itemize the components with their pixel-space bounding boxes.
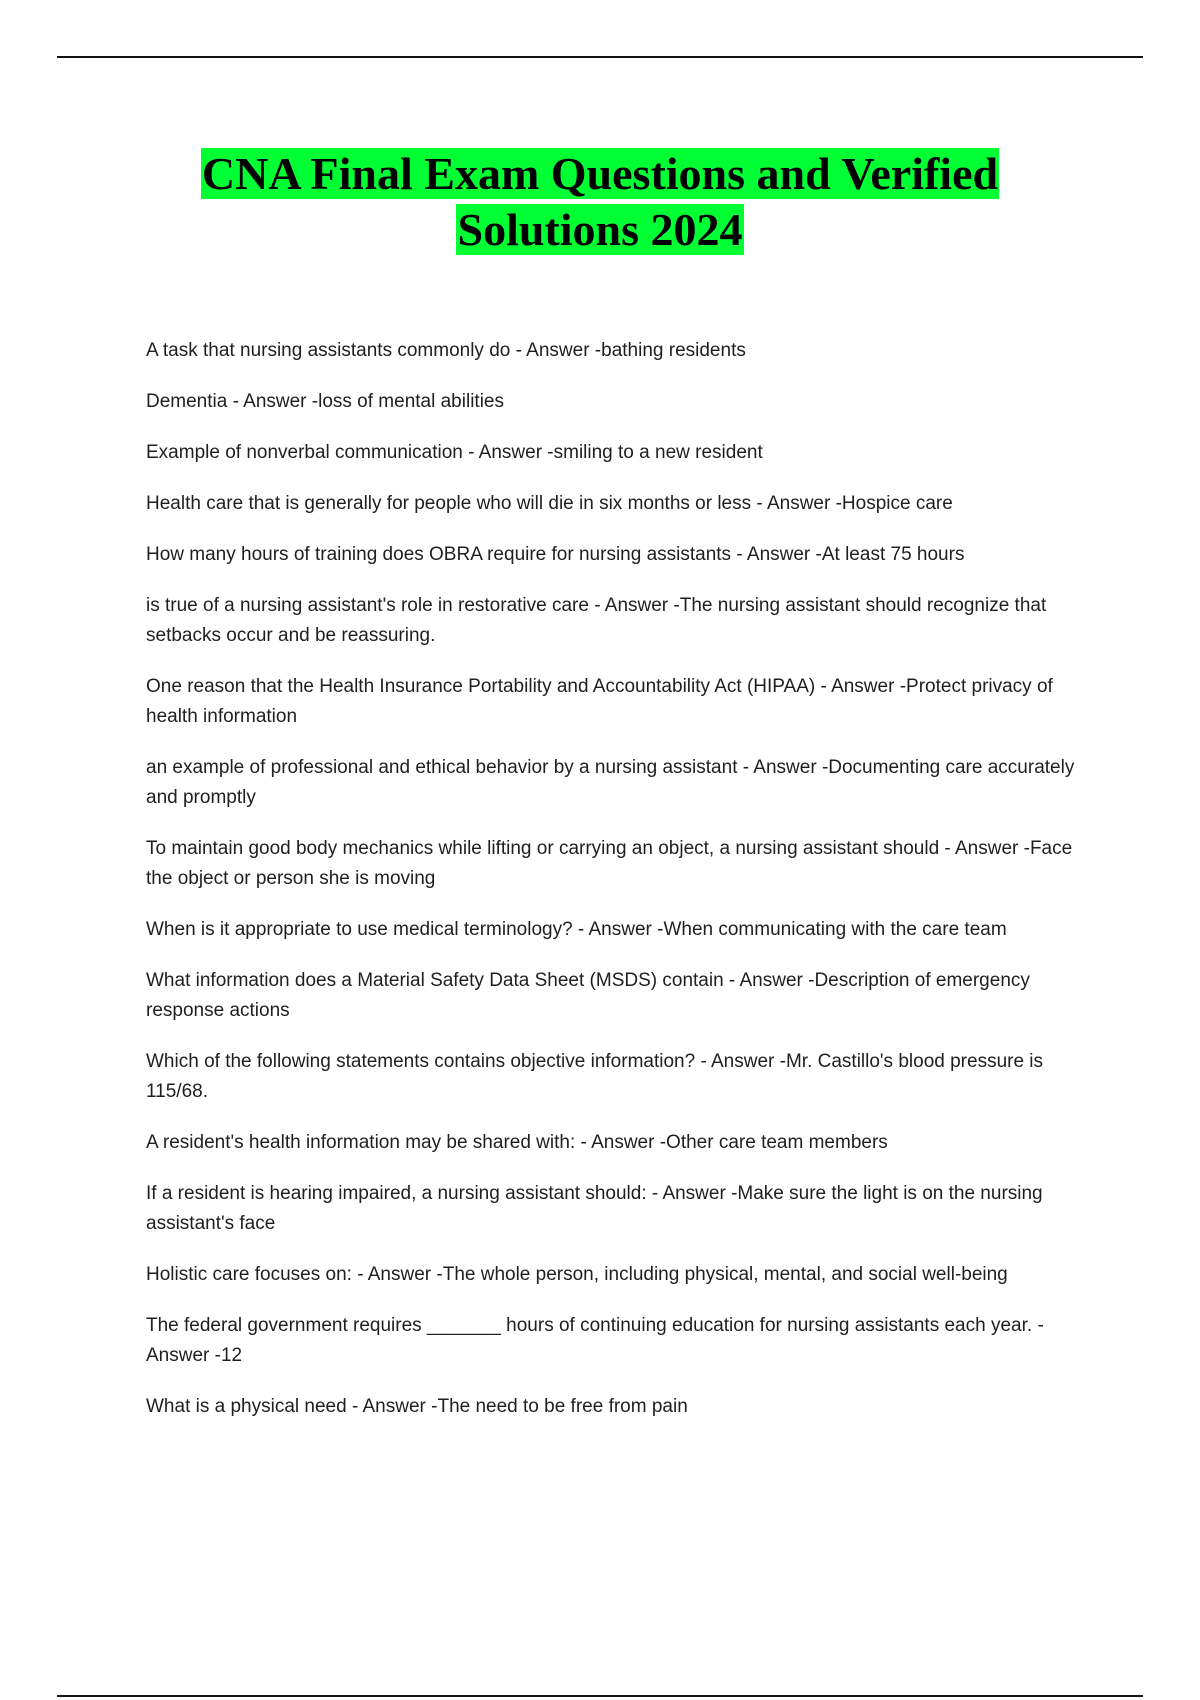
list-item: A task that nursing assistants commonly do - Answer -bathing residents — [146, 340, 746, 361]
question-answer-list — [146, 336, 1094, 1443]
list-item: When is it appropriate to use medical terminology? - Answer -When communicating with the care team — [146, 919, 1007, 940]
list-item: Which of the following statements contains objective information? - Answer -Mr. Castillo's blood pressure is 115/68. — [146, 1051, 1044, 1102]
list-item: What information does a Material Safety Data Sheet (MSDS) contain - Answer -Description of emergency response actions — [146, 970, 1030, 1021]
list-item: To maintain good body mechanics while lifting or carrying an object, a nursing assistant should - Answer -Face the object or person she is moving — [146, 838, 1073, 889]
list-item: Health care that is generally for people who will die in six months or less - Answer -Hospice care — [146, 493, 953, 514]
list-item: an example of professional and ethical behavior by a nursing assistant - Answer -Documenting care accurately and promptly — [146, 757, 1075, 808]
list-item: Dementia - Answer -loss of mental abilities — [146, 391, 504, 412]
list-item: One reason that the Health Insurance Portability and Accountability Act (HIPAA) - Answer -Protect privacy of health information — [146, 676, 1053, 727]
list-item: How many hours of training does OBRA require for nursing assistants - Answer -At least 75 hours — [146, 544, 965, 565]
list-item: If a resident is hearing impaired, a nursing assistant should: - Answer -Make sure the light is on the nursing assistant's face — [146, 1183, 1043, 1234]
list-item: The federal government requires _______ hours of continuing education for nursing assistants each year. - Answer -12 — [146, 1315, 1044, 1366]
title-line-2: Solutions 2024 — [457, 204, 743, 255]
list-item: is true of a nursing assistant's role in restorative care - Answer -The nursing assistant should recognize that setbacks occur and be reassuring. — [146, 595, 1047, 646]
title-line-1: CNA Final Exam Questions and Verified — [201, 148, 999, 199]
list-item: Holistic care focuses on: - Answer -The whole person, including physical, mental, and social well-being — [146, 1264, 1008, 1285]
list-item: What is a physical need - Answer -The need to be free from pain — [146, 1396, 688, 1417]
bottom-divider — [57, 1695, 1143, 1697]
document-title — [100, 146, 1100, 258]
list-item: Example of nonverbal communication - Answer -smiling to a new resident — [146, 442, 763, 463]
top-divider — [57, 56, 1143, 58]
list-item: A resident's health information may be shared with: - Answer -Other care team members — [146, 1132, 888, 1153]
page-title — [100, 146, 1100, 258]
